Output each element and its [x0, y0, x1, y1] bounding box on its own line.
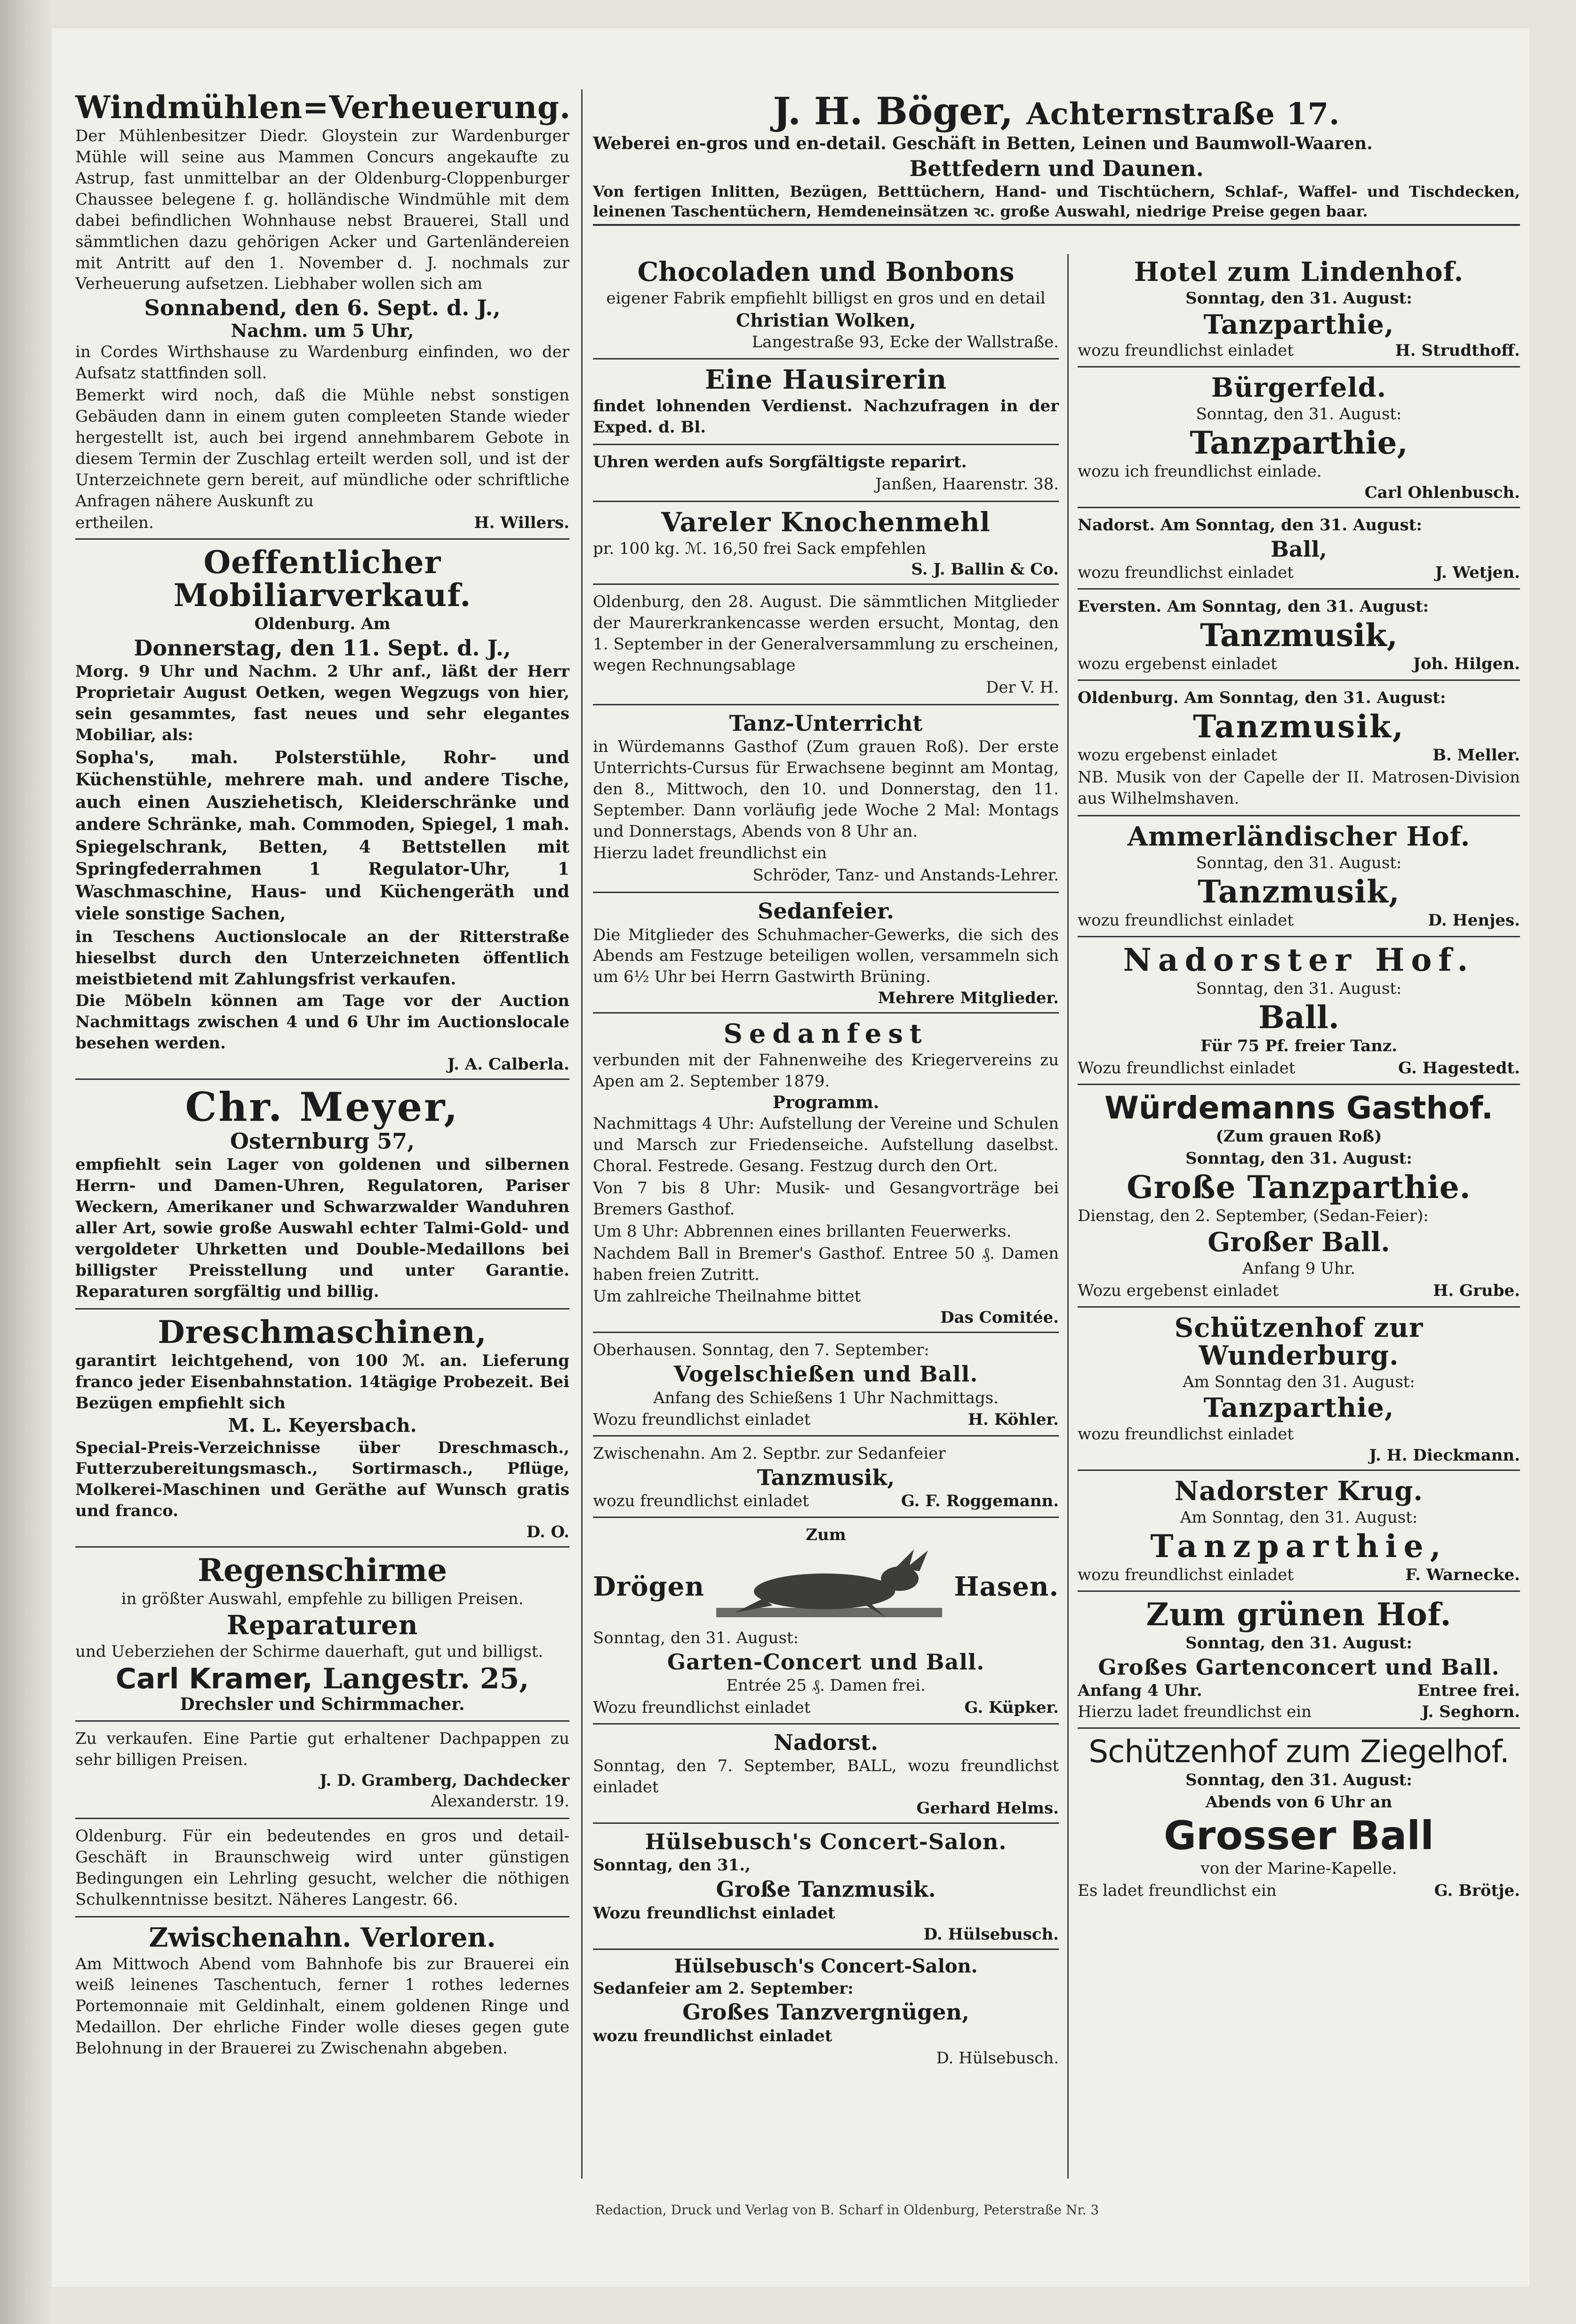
ad-title: Chocoladen und Bonbons: [637, 256, 1015, 288]
ad-signature: D. Hülsebusch.: [923, 1925, 1059, 1944]
ad-title: Nadorster Hof.: [1123, 941, 1475, 978]
ad-signature: J. Seghorn.: [1422, 1702, 1520, 1722]
ad-subtitle: Tanzparthie,: [1203, 1392, 1394, 1424]
ad-title: Sedanfeier.: [758, 898, 894, 924]
ad-text: Anfang des Schießens 1 Uhr Nachmittags.: [653, 1388, 999, 1407]
ad-meyer: [75, 1086, 569, 1310]
ad-text: Nachdem Ball in Bremer's Gasthof. Entree 50 ₰. Damen haben freien Zutritt.: [593, 1244, 1059, 1284]
ad-signature: G. Brötje.: [1434, 1881, 1520, 1901]
ad-signature: Carl Ohlenbusch.: [1364, 483, 1520, 503]
ad-date: Sonntag, den 31. August:: [1185, 1634, 1412, 1653]
ad-signature: F. Warnecke.: [1405, 1565, 1520, 1585]
ad-subtitle: Bettfedern und Daunen.: [909, 155, 1204, 181]
ad-address: Achternstraße 17.: [1026, 96, 1340, 132]
ad-signature: Mehrere Mitglieder.: [878, 989, 1059, 1008]
ad-note: NB. Musik von der Capelle der II. Matrosen-Division aus Wilhelmshaven.: [1078, 768, 1520, 808]
ad-title: Ammerländischer Hof.: [1127, 821, 1471, 853]
ad-invite: wozu freundlichst einladet: [593, 1492, 809, 1511]
ad-text: (Zum grauen Roß): [1216, 1127, 1382, 1146]
ad-title-right: Hasen.: [954, 1571, 1059, 1603]
ad-date: Sonntag, den 31. August:: [1196, 979, 1402, 998]
ad-text: Uhren werden aufs Sorgfältigste reparirt.: [593, 452, 967, 471]
ad-subtitle: Tanzparthie,: [1203, 309, 1394, 340]
ad-invite: Wozu freundlichst einladet: [593, 1410, 811, 1430]
ad-nadorster-hof: [1078, 941, 1520, 1085]
ad-subtitle: Großer Ball.: [1208, 1227, 1390, 1258]
ad-signature: D. Hülsebusch.: [936, 2048, 1059, 2068]
ad-text: Zwischenahn. Am 2. Septbr. zur Sedanfeier: [593, 1444, 946, 1463]
ad-droegen-hasen: [593, 1525, 1059, 1725]
ad-invite: wozu freundlichst einladet: [1078, 341, 1294, 360]
ad-subtitle: Osternburg 57,: [230, 1128, 415, 1154]
ad-invite: Hierzu ladet freundlichst ein: [1078, 1702, 1312, 1722]
ad-windmill: [75, 91, 569, 540]
ad-address: Alexanderstr. 19.: [431, 1792, 569, 1811]
column-middle: [593, 256, 1059, 2081]
ad-invite: Wozu freundlichst einladet: [593, 1698, 811, 1717]
ad-signature: G. F. Roggemann.: [901, 1492, 1059, 1511]
ad-subtitle: Ball,: [1271, 536, 1327, 562]
ad-text: Um zahlreiche Theilnahme bittet: [593, 1287, 861, 1306]
ad-buergerfeld: [1078, 374, 1520, 508]
ad-text: in größter Auswahl, empfehle zu billigen Preisen.: [121, 1589, 524, 1609]
ad-text: Bemerkt wird noch, daß die Mühle nebst sonstigen Gebäuden dann in einem guten compleeten Stande wieder hergestellt ist, auch bei irgend annehmbarem Gebote in diesem Termin der Zuschlag erteilt werden soll, und ist der Unterzeichnete gern bereit, auf mündliche oder schriftliche Anfragen nähere Auskunft zu: [75, 386, 569, 511]
ad-dresch: [75, 1313, 569, 1548]
ad-text: Von fertigen Inlitten, Bezügen, Betttüchern, Hand- und Tischtüchern, Schlaf-, Waffel- und Tischdecken, leinenen Taschentüchern, Hemdeneinsätzen ꝛc. große Auswahl, niedrige Preise gegen baar.: [593, 182, 1520, 221]
ad-text: Die Mitglieder des Schuhmacher-Gewerks, die sich des Abends am Festzuge beteiligen wollen, versammeln sich um 6½ Uhr bei Herrn Gastwirth Brüning.: [593, 925, 1059, 987]
hare-icon: [707, 1547, 952, 1627]
ad-text: Eversten. Am Sonntag, den 31. August:: [1078, 597, 1429, 616]
ad-title: Zwischenahn. Verloren.: [149, 1922, 496, 1953]
column-left: [75, 89, 569, 2071]
ad-wunderburg: [1078, 1314, 1520, 1471]
ad-signature: D. Henjes.: [1428, 911, 1520, 930]
ad-text: Sonntag, den 31. August:: [593, 1629, 799, 1648]
ad-signature: J. A. Calberla.: [447, 1055, 569, 1074]
ad-title: Tanzmusik,: [757, 1465, 895, 1491]
ad-text: Für 75 Pf. freier Tanz.: [1200, 1037, 1398, 1056]
ad-boeger: [593, 89, 1520, 226]
ad-title: Tanz-Unterricht: [729, 710, 923, 736]
ad-subtitle: Programm.: [772, 1092, 880, 1112]
ad-firm: Carl Kramer,: [115, 1662, 313, 1695]
ad-huelsebusch-1: [593, 1830, 1059, 1949]
ad-text: verbunden mit der Fahnenweihe des Kriegervereins zu Apen am 2. September 1879.: [593, 1050, 1059, 1091]
ad-title: Chr. Meyer,: [185, 1084, 460, 1130]
ad-text: Oldenburg. Am Sonntag, den 31. August:: [1078, 688, 1446, 708]
ad-subtitle: Große Tanzparthie.: [1127, 1169, 1471, 1206]
ad-signature: B. Meller.: [1432, 746, 1520, 765]
ad-signature: J. D. Gramberg, Dachdecker: [320, 1771, 569, 1790]
ad-signature: J. H. Dieckmann.: [1369, 1446, 1520, 1465]
ad-gruener-hof: [1078, 1598, 1520, 1729]
ad-text: Sonntag, den 7. September, BALL, wozu freundlichst einladet: [593, 1757, 1059, 1797]
ad-subtitle: Großes Tanzvergnügen,: [682, 1999, 969, 2025]
ad-maurer: [593, 591, 1059, 705]
ad-text: findet lohnenden Verdienst. Nachzufragen in der Exped. d. Bl.: [593, 397, 1059, 437]
ad-signature: H. Strudthoff.: [1395, 341, 1520, 360]
ad-title: Nadorster Krug.: [1174, 1476, 1424, 1507]
ad-date: Sonntag, den 31. August:: [1185, 288, 1412, 308]
ad-invite: wozu freundlichst einladet: [1078, 1565, 1294, 1585]
ad-invite: Wozu freundlichst einladet: [1078, 1059, 1296, 1078]
ad-title: Eine Hausirerin: [704, 364, 947, 396]
ad-signature: S. J. Ballin & Co.: [911, 560, 1059, 579]
ad-signature: Der V. H.: [985, 678, 1059, 697]
imprint-footer: Redaction, Druck und Verlag von B. Scharf in Oldenburg, Peterstraße Nr. 3: [595, 2202, 1099, 2218]
ad-eversten: [1078, 596, 1520, 681]
ad-invite: Es ladet freundlichst ein: [1078, 1881, 1277, 1901]
ad-title: Vareler Knochenmehl: [661, 506, 991, 538]
ad-text: Oldenburg, den 28. August. Die sämmtlichen Mitglieder der Maurerkrankencasse werden ersucht, Montag, den 1. September in der Generalversammlung zu erscheinen, wegen Rechnungsablage: [593, 592, 1059, 675]
ad-title: Hülsebusch's Concert-Salon.: [645, 1829, 1007, 1855]
ad-title: Schützenhof zur Wunderburg.: [1174, 1312, 1424, 1371]
ad-text: Sedanfeier am 2. September:: [593, 1979, 854, 1998]
ad-date: Am Sonntag den 31. August:: [1183, 1372, 1415, 1391]
ad-nadorst-wetjen: [1078, 515, 1520, 590]
ad-date: Am Sonntag, den 31. August:: [1180, 1508, 1418, 1527]
ad-invite: wozu freundlichst einladet: [1078, 911, 1294, 930]
ad-firm: J. H. Böger,: [773, 89, 1014, 133]
ad-subtitle: Ball.: [1258, 999, 1339, 1036]
ad-nadorst-ball: [593, 1731, 1059, 1824]
ad-date: Sonntag, den 31. August:: [1196, 853, 1402, 872]
ad-items: Sopha's, mah. Polsterstühle, Rohr- und Küchenstühle, mehrere mah. und andere Tische, auch einen Ausziehetisch, Kleiderschränke und andere Schränke, mah. Commoden, Spiegel, 1 mah. Spiegelschrank, Betten, 4 Bettstellen mit Springfederrahmen 1 Regulator-Uhr, 1 Waschmaschine, Haus- und Küchengeräth und viele sonstige Sachen,: [75, 747, 569, 924]
ad-text: Zum: [806, 1525, 846, 1545]
ad-vogelschiessen: [593, 1340, 1059, 1437]
ad-signature: Joh. Hilgen.: [1413, 655, 1520, 674]
ad-signature: G. Küpker.: [964, 1698, 1059, 1717]
ad-knochenmehl: [593, 506, 1059, 585]
ad-text: Special-Preis-Verzeichnisse über Dreschmasch., Futterzubereitungsmasch., Sortirmasch., Pflüge, Molkerei-Maschinen und Geräthe auf Wunsch gratis und franco.: [75, 1438, 569, 1521]
ad-date: Sonntag, den 31. August:: [1185, 1771, 1412, 1790]
ad-text: Anfang 9 Uhr.: [1242, 1259, 1356, 1278]
ad-sedanfeier: [593, 900, 1059, 1014]
ad-title: Nadorst.: [773, 1730, 879, 1756]
ad-text: Nadorst. Am Sonntag, den 31. August:: [1078, 516, 1422, 535]
ad-dachpappen: [75, 1728, 569, 1820]
ad-subtitle: Große Tanzmusik.: [716, 1877, 936, 1902]
ad-title: Schützenhof zum Ziegelhof.: [1088, 1733, 1509, 1770]
ad-start: Anfang 4 Uhr.: [1078, 1681, 1202, 1701]
ad-huelsebusch-2: [593, 1957, 1059, 2075]
column-right: [1078, 256, 1520, 1913]
ad-text: ertheilen.: [75, 513, 154, 533]
ad-chocolade: [593, 258, 1059, 359]
ad-address: Langestraße 93, Ecke der Wallstraße.: [752, 332, 1059, 351]
ad-title: Sedanfest: [723, 1018, 928, 1050]
ad-subtitle: Großes Gartenconcert und Ball.: [1098, 1654, 1500, 1680]
ad-time: Abends von 6 Uhr an: [1205, 1793, 1392, 1812]
ad-text: in Teschens Auctionslocale an der Ritterstraße hieselbst durch den Unterzeichneten öffentlich meistbietend mit Zahlungsfrist verkaufen.: [75, 927, 569, 989]
ad-zwischenahn-tanz: [593, 1443, 1059, 1518]
ad-invite: wozu freundlichst einladet: [1078, 1425, 1294, 1444]
ad-tanzunterricht: [593, 712, 1059, 893]
ad-place: Oldenburg. Am: [254, 614, 391, 633]
column-rule-right: [1067, 254, 1069, 2179]
ad-signature: H. Grube.: [1433, 1281, 1520, 1301]
ad-ammerlaender: [1078, 823, 1520, 937]
ad-wuerdemanns: [1078, 1092, 1520, 1308]
ad-subtitle: Garten-Concert und Ball.: [667, 1649, 985, 1675]
ad-title: Dreschmaschinen,: [158, 1313, 487, 1350]
ad-entree: Entree frei.: [1417, 1681, 1520, 1701]
ad-text: Zu verkaufen. Eine Partie gut erhaltener Dachpappen zu sehr billigen Preisen.: [75, 1729, 569, 1769]
ad-nadorster-krug: [1078, 1477, 1520, 1592]
ad-signature: Janßen, Haarenstr. 38.: [875, 474, 1059, 494]
ad-oldenburg-meller: [1078, 687, 1520, 816]
ad-text: und Ueberziehen der Schirme dauerhaft, gut und billigst.: [75, 1642, 544, 1661]
ad-signature: D. O.: [526, 1523, 569, 1542]
ad-subtitle: Tanzparthie,: [1190, 424, 1408, 462]
ad-address: Langestr. 25,: [322, 1662, 529, 1695]
ad-invite: wozu freundlichst einladet: [1078, 563, 1294, 583]
ad-subtitle: Tanzmusik,: [1193, 708, 1405, 745]
ad-text: Von 7 bis 8 Uhr: Musik- und Gesangvorträge bei Bremers Gasthof.: [593, 1179, 1059, 1219]
ad-date: Donnerstag, den 11. Sept. d. J.,: [134, 635, 511, 661]
ad-title: Würdemanns Gasthof.: [1104, 1090, 1493, 1126]
ad-date: Sonntag, den 31. August:: [1185, 1149, 1412, 1168]
ad-subtitle: Grosser Ball: [1163, 1813, 1434, 1859]
ad-text: empfiehlt sein Lager von goldenen und silbernen Herrn- und Damen-Uhren, Regulatoren, Pariser Weckern, Amerikaner und Schwarzwalder Wanduhren aller Art, sowie große Auswahl echter Talmi-Gold- und vergoldeter Uhrketten und Double-Medaillons bei billigster Preisstellung und unter Garantie. Reparaturen sorgfältig und billig.: [75, 1155, 569, 1301]
ad-signature: H. Willers.: [474, 513, 569, 533]
ad-text: Oldenburg. Für ein bedeutendes en gros und detail-Geschäft in Braunschweig wird unter günstigen Bedingungen ein Lehrling gesucht, welcher die nöthigen Schulkenntnisse besitzt. Näheres Langestr. 66.: [75, 1827, 569, 1909]
ad-title: Vogelschießen und Ball.: [673, 1361, 978, 1387]
ad-ziegelhof: [1078, 1735, 1520, 1906]
ad-text: Die Möbeln können am Tage vor der Auction Nachmittags zwischen 4 und 6 Uhr im Auctionslocale besehen werden.: [75, 991, 569, 1053]
page-binding: [0, 0, 52, 2324]
ad-title: Bürgerfeld.: [1211, 372, 1387, 404]
ad-text: Hierzu ladet freundlichst ein: [593, 844, 827, 863]
ad-invite: Wozu ergebenst einladet: [1078, 1281, 1279, 1301]
ad-invite: wozu ergebenst einladet: [1078, 655, 1277, 674]
ad-text: Dienstag, den 2. September, (Sedan-Feier):: [1078, 1206, 1429, 1226]
ad-subtitle: Tanzmusik,: [1200, 617, 1398, 654]
ad-trade: Drechsler und Schirmmacher.: [180, 1694, 465, 1714]
ad-text: garantirt leichtgehend, von 100 ℳ. an. Lieferung franco jeder Eisenbahnstation. 14tägige Probezeit. Bei Bezügen empfiehlt sich: [75, 1351, 569, 1413]
ad-schirme: [75, 1554, 569, 1722]
ad-title: Hotel zum Lindenhof.: [1134, 256, 1464, 288]
ad-signature: Gerhard Helms.: [916, 1799, 1059, 1818]
ad-text: Der Mühlenbesitzer Diedr. Gloystein zur Wardenburger Mühle will seine aus Mammen Concurs angekaufte zu Astrup, fast unmittelbar an der Oldenburg-Cloppenburger Chaussee belegene f. g. holländische Windmühle mit dem dabei befindlichen Wohnhause nebst Brauerei, Stall und sämmtlichen dazu gehörigen Acker und Gartenländereien mit Antritt auf den 1. November d. J. nochmals zur Verheuerung aufsetzen. Liebhaber wollen sich am: [75, 127, 569, 294]
ad-lehrling: [75, 1826, 569, 1917]
ad-text: eigener Fabrik empfiehlt billigst en gros und en detail: [606, 288, 1046, 308]
ad-text: Entrée 25 ₰. Damen frei.: [726, 1676, 926, 1695]
ad-verloren: [75, 1924, 569, 2065]
ad-signature: H. Köhler.: [968, 1410, 1059, 1430]
ad-time: Nachm. um 5 Uhr,: [231, 319, 414, 341]
ad-text: Am Mittwoch Abend vom Bahnhofe bis zur Brauerei ein weiß leinenes Taschentuch, ferner 1 rothes ledernes Portemonnaie mit Geldinhalt, einem goldenen Ringe und Medaillon. Der ehrliche Finder wolle dieses gegen gute Belohnung in der Brauerei zu Zwischenahn abgeben.: [75, 1954, 569, 2058]
ad-text: Sonntag, den 31.,: [593, 1856, 751, 1875]
ad-title: Hülsebusch's Concert-Salon.: [674, 1955, 978, 1977]
ad-text: pr. 100 kg. ℳ. 16,50 frei Sack empfehlen: [593, 539, 926, 558]
ad-mobiliar: [75, 546, 569, 1080]
ad-firm: Christian Wolken,: [736, 309, 916, 331]
column-rule-left: [581, 89, 583, 2179]
ad-signature: Das Comitée.: [940, 1308, 1059, 1327]
ad-signature: G. Hagestedt.: [1398, 1059, 1520, 1078]
ad-subtitle: Reparaturen: [226, 1610, 418, 1641]
ad-uhren: [593, 452, 1059, 502]
ad-lindenhof: [1078, 258, 1520, 367]
ad-signature: J. Wetjen.: [1435, 563, 1520, 583]
ad-title: Zum grünen Hof.: [1146, 1596, 1452, 1633]
ad-hausirerin: [593, 366, 1059, 445]
ad-title: Oeffentlicher Mobiliarverkauf.: [173, 544, 472, 614]
ad-text: in Cordes Wirthshause zu Wardenburg einfinden, wo der Aufsatz stattfinden soll.: [75, 343, 569, 383]
ad-text: von der Marine-Kapelle.: [1200, 1859, 1397, 1878]
ad-firm: M. L. Keyersbach.: [228, 1414, 417, 1437]
ad-text: Nachmittags 4 Uhr: Aufstellung der Vereine und Schulen und Marsch zur Friedenseiche. Aufstellung daselbst. Choral. Festrede. Gesang. Festzug durch den Ort.: [593, 1114, 1059, 1176]
ad-invite: Wozu freundlichst einladet: [593, 1903, 835, 1923]
ad-invite: wozu ich freundlichst einlade.: [1078, 462, 1322, 481]
ad-subtitle: Tanzparthie,: [1150, 1527, 1448, 1565]
ad-text: Morg. 9 Uhr und Nachm. 2 Uhr anf., läßt der Herr Proprietair August Oetken, wegen Wegzugs von hier, sein gesammtes, fast neues und sehr elegantes Mobiliar, als:: [75, 662, 569, 744]
ad-date: Sonntag, den 31. August:: [1196, 405, 1402, 424]
ad-sedanfest: [593, 1020, 1059, 1333]
ad-subtitle: Tanzmusik,: [1198, 873, 1400, 910]
ad-title: Windmühlen=Verheuerung.: [75, 89, 571, 126]
ad-date: Sonnabend, den 6. Sept. d. J.,: [144, 295, 501, 321]
ad-invite: wozu ergebenst einladet: [1078, 746, 1277, 765]
ad-invite: wozu freundlichst einladet: [593, 2026, 832, 2045]
ad-text: Oberhausen. Sonntag, den 7. September:: [593, 1341, 929, 1360]
ad-title-left: Drögen: [593, 1571, 704, 1603]
ad-signature: Schröder, Tanz- und Anstands-Lehrer.: [752, 866, 1059, 885]
ad-text: Weberei en-gros und en-detail. Geschäft in Betten, Leinen und Baumwoll-Waaren.: [593, 134, 1373, 153]
ad-text: in Würdemanns Gasthof (Zum grauen Roß). Der erste Unterrichts-Cursus für Erwachsene beginnt am Montag, den 8., Mittwoch, den 10. und Donnerstag, den 11. September. Dann vorläufig jede Woche 2 Mal: Montags und Donnerstags, Abends von 8 Uhr an.: [593, 737, 1059, 841]
ad-text: Um 8 Uhr: Abbrennen eines brillanten Feuerwerks.: [593, 1222, 1012, 1241]
ad-title: Regenschirme: [198, 1552, 447, 1589]
